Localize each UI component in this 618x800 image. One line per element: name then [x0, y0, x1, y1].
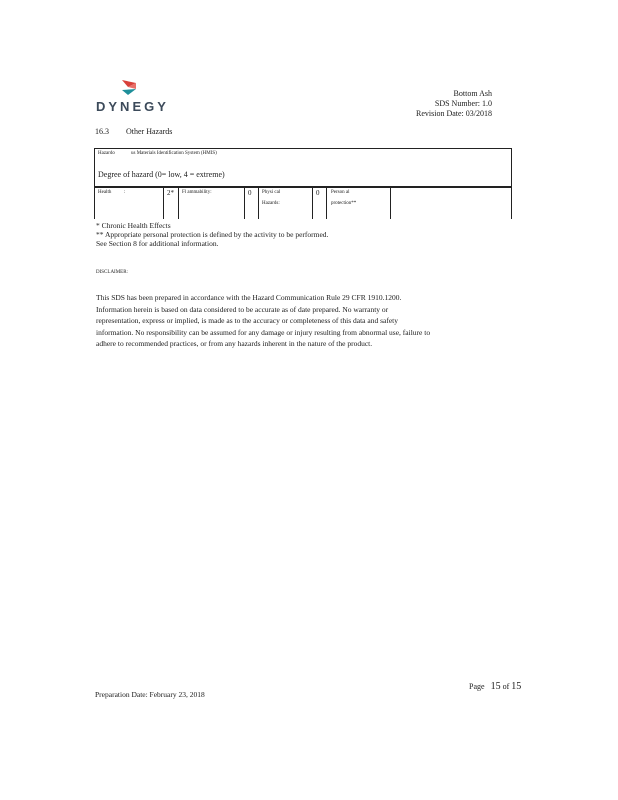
disclaimer-label: DISCLAIMER:: [96, 270, 128, 275]
disclaimer-line: Information herein is based on data considered to be accurate as of date prepared. No warranty or: [96, 304, 389, 314]
health-value: 2*: [167, 189, 174, 197]
degree-of-hazard: Degree of hazard (0= low, 4 = extreme): [98, 170, 225, 179]
page-total: 15: [511, 681, 522, 692]
disclaimer-line: information. No responsibility can be assumed for any damage or injury resulting from abnormal use, failure to: [96, 327, 431, 337]
hmis-col-divider: [258, 187, 259, 219]
revision-date: Revision Date: 03/2018: [416, 109, 492, 118]
health-label: Health: [98, 190, 112, 195]
page-label: Page: [469, 682, 485, 691]
hmis-col-divider: [94, 187, 95, 219]
disclaimer-line: adhere to recommended practices, or from any hazards inherent in the nature of the product.: [96, 339, 373, 348]
hmis-col-divider: [390, 187, 391, 219]
disclaimer-paragraph: [96, 292, 476, 350]
preparation-date: Preparation Date: February 23, 2018: [95, 690, 205, 699]
section-title: Other Hazards: [126, 127, 173, 136]
hmis-col-divider: [163, 187, 164, 219]
section-heading: [95, 127, 172, 136]
hmis-col-divider: [178, 187, 179, 219]
hazard-notes: [96, 221, 328, 248]
note-line: ** Appropriate personal protection is defined by the activity to be performed.: [96, 230, 329, 239]
physical-hazards-value: 0: [316, 189, 320, 197]
hmis-table: [94, 148, 512, 219]
section-number: 16.3: [95, 127, 109, 136]
note-line: * Chronic Health Effects: [96, 221, 171, 230]
health-colon: :: [124, 190, 126, 195]
flammability-value: 0: [248, 189, 252, 197]
hmis-row-divider: [94, 187, 512, 188]
disclaimer-line: This SDS has been prepared in accordance with the Hazard Communication Rule 29 CFR 1910.1200.: [96, 293, 402, 302]
page-number: 15: [490, 681, 501, 692]
page-indicator: [469, 681, 521, 692]
page-of-label: of: [502, 682, 510, 691]
sds-number: SDS Number: 1.0: [434, 99, 492, 108]
hmis-col-divider: [511, 187, 512, 219]
hmis-caption-right: us Materials Identification System (HMIS): [131, 151, 217, 156]
hmis-col-divider: [312, 187, 313, 219]
product-name: Bottom Ash: [453, 89, 492, 98]
hmis-col-divider: [326, 187, 327, 219]
logo-wordmark: DYNEGY: [96, 99, 169, 114]
disclaimer-line: representation, express or implied, is made as to the accuracy or completeness of this data and safety: [96, 316, 398, 325]
hmis-col-divider: [244, 187, 245, 219]
physical-hazards-label-2: Hazards:: [262, 201, 280, 206]
dynegy-logo-icon: [120, 80, 138, 96]
flammability-label: Fl ammability:: [182, 190, 212, 195]
personal-protection-label-2: protection**: [331, 201, 357, 206]
physical-hazards-label: Physi cal: [262, 190, 281, 195]
personal-protection-label: Person al: [331, 190, 350, 195]
hmis-caption-left: Hazardo: [98, 151, 115, 156]
note-line: See Section 8 for additional information.: [96, 239, 219, 248]
